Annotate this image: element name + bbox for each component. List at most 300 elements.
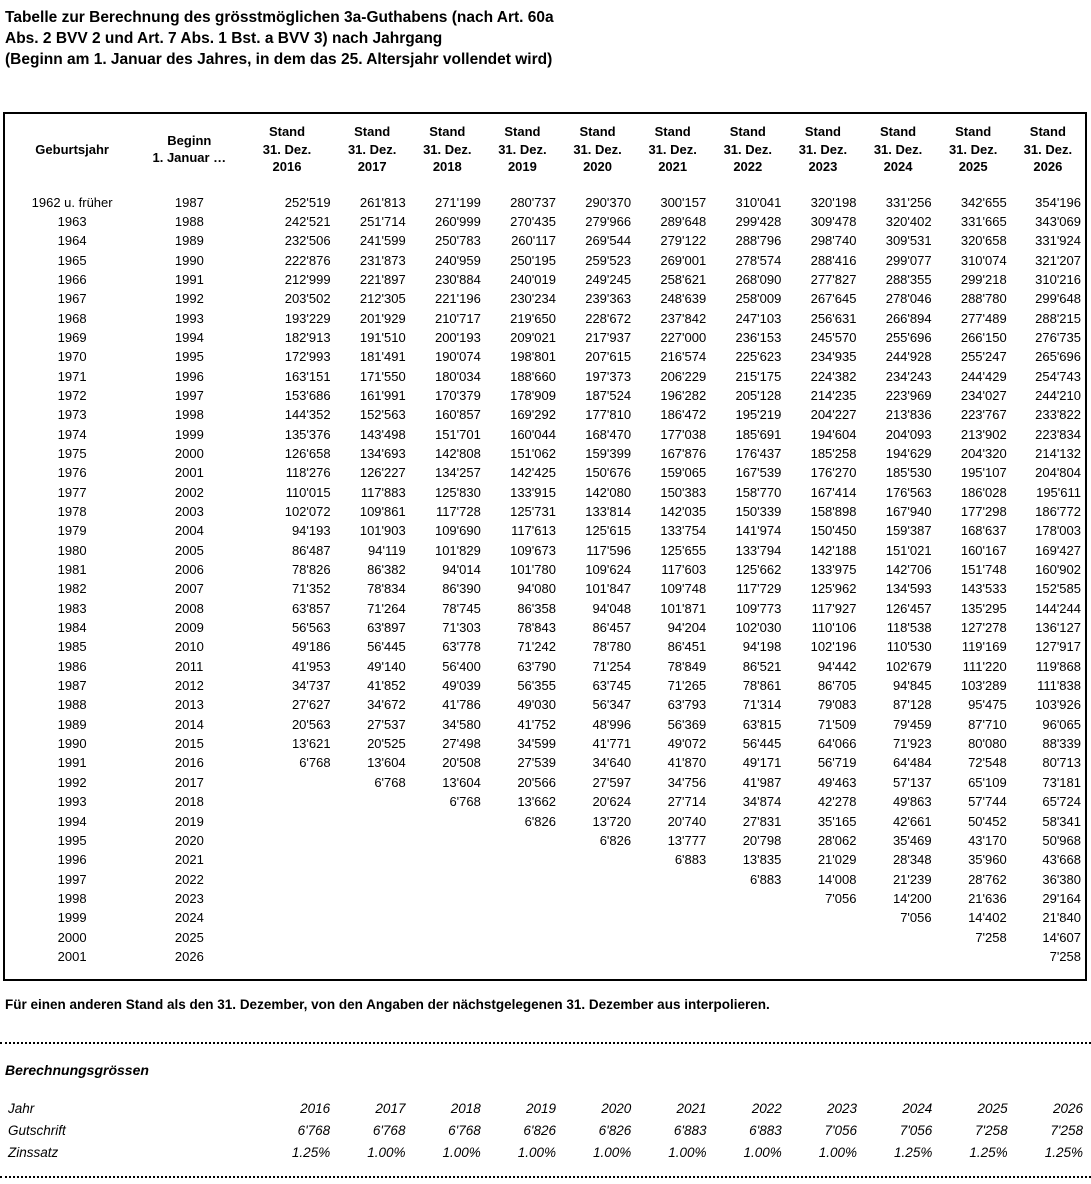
cell-stand-2020 — [560, 870, 635, 889]
cell-stand-2016: 78'826 — [291, 562, 331, 578]
table-row — [4, 870, 1086, 889]
cell-stand-2017: 251'714 — [359, 213, 406, 229]
cell-stand-2024: 21'239 — [892, 871, 932, 887]
cell-stand-2016 — [239, 870, 334, 889]
cell-stand-2019 — [485, 928, 560, 947]
cell-stand-2023: 167'414 — [810, 484, 857, 500]
cell-stand-2017: 191'510 — [359, 329, 406, 345]
cell-stand-2025: 80'080 — [968, 736, 1007, 752]
cell-stand-2022: 176'437 — [735, 445, 782, 461]
cell-geburtsjahr: 1983 — [57, 600, 87, 616]
cell-geburtsjahr: 1964 — [57, 233, 87, 249]
calc-value-2021: 1.00% — [668, 1145, 707, 1160]
cell-geburtsjahr: 1976 — [57, 465, 87, 481]
cell-stand-2018: 180'034 — [434, 368, 481, 384]
cell-stand-2019 — [485, 889, 560, 908]
cell-stand-2021 — [635, 908, 710, 927]
cell-stand-2023: 245'570 — [810, 329, 857, 345]
cell-stand-2026: 343'069 — [1035, 213, 1081, 229]
cell-beginn: 1988 — [174, 213, 204, 229]
cell-beginn: 2010 — [174, 639, 204, 655]
cell-stand-2020: 94'048 — [592, 600, 632, 616]
cell-stand-2017 — [335, 812, 410, 831]
cell-stand-2024: 28'348 — [892, 852, 932, 868]
cell-stand-2020 — [560, 908, 635, 927]
cell-stand-2017: 241'599 — [359, 233, 406, 249]
cell-stand-2018: 78'745 — [442, 600, 481, 616]
cell-stand-2018 — [410, 928, 485, 947]
table-row — [4, 502, 1086, 521]
cell-stand-2020: 228'672 — [585, 310, 632, 326]
cell-stand-2018: 117'728 — [435, 504, 481, 519]
cell-geburtsjahr: 1967 — [57, 291, 87, 307]
cell-stand-2017: 63'897 — [367, 620, 406, 636]
cell-stand-2019: 86'358 — [517, 600, 556, 616]
cell-beginn: 2018 — [174, 794, 204, 810]
calc-value-2020: 2020 — [601, 1101, 632, 1116]
cell-stand-2024: 94'845 — [892, 678, 932, 694]
cell-stand-2017: 20'525 — [367, 736, 406, 752]
cell-stand-2017: 94'119 — [368, 542, 406, 558]
calc-value-2017: 1.00% — [367, 1145, 406, 1160]
cell-stand-2025: 255'247 — [960, 349, 1007, 365]
cell-stand-2025: 186'028 — [960, 484, 1007, 500]
cell-geburtsjahr: 1963 — [57, 213, 87, 229]
cell-stand-2026: 299'648 — [1035, 291, 1081, 307]
cell-stand-2023: 158'898 — [810, 504, 857, 519]
cell-geburtsjahr: 1966 — [57, 271, 87, 287]
cell-stand-2025: 143'533 — [960, 581, 1007, 597]
calc-value-2021: 6'883 — [673, 1123, 707, 1138]
cell-stand-2019: 71'242 — [517, 639, 556, 655]
cell-stand-2024: 278'046 — [885, 291, 932, 307]
cell-stand-2019: 63'790 — [517, 658, 556, 674]
cell-stand-2024: 64'484 — [892, 755, 932, 771]
cell-stand-2021: 300'157 — [660, 194, 707, 210]
cell-stand-2024: 110'530 — [886, 639, 932, 655]
cell-stand-2020: 101'847 — [585, 581, 632, 597]
cell-stand-2026: 36'380 — [1042, 871, 1081, 887]
cell-stand-2021: 49'072 — [667, 736, 707, 752]
cell-stand-2020: 239'363 — [585, 291, 632, 307]
cell-beginn: 2003 — [174, 504, 204, 519]
calc-value-2022: 2022 — [751, 1101, 782, 1116]
cell-stand-2026: 103'926 — [1035, 697, 1081, 713]
cell-stand-2018: 6'768 — [449, 794, 481, 810]
cell-stand-2020: 259'523 — [585, 252, 632, 268]
cell-stand-2016: 102'072 — [284, 504, 331, 519]
cell-stand-2018: 221'196 — [434, 291, 481, 307]
cell-stand-2021: 279'122 — [660, 233, 707, 249]
cell-beginn: 2024 — [174, 910, 204, 926]
cell-stand-2019 — [485, 908, 560, 927]
cell-stand-2024: 331'256 — [885, 194, 932, 210]
cell-stand-2017: 221'897 — [359, 271, 406, 287]
cell-stand-2024: 35'469 — [892, 832, 932, 848]
cell-stand-2023: 194'604 — [810, 426, 857, 442]
page-title-line-3: (Beginn am 1. Januar des Jahres, in dem das 25. Altersjahr vollendet wird) — [5, 51, 553, 68]
cell-stand-2025: 320'658 — [960, 233, 1007, 249]
table-row — [4, 309, 1086, 328]
cell-stand-2020: 63'745 — [592, 678, 632, 694]
table-row — [4, 850, 1086, 869]
cell-geburtsjahr: 1965 — [57, 252, 87, 268]
cell-stand-2021: 133'754 — [660, 523, 707, 539]
cell-stand-2022 — [710, 928, 785, 947]
cell-stand-2017: 143'498 — [359, 426, 406, 442]
table-row — [4, 270, 1086, 289]
cell-stand-2020: 56'347 — [592, 697, 632, 713]
cell-beginn: 1990 — [174, 252, 204, 268]
cell-geburtsjahr: 1970 — [57, 349, 87, 365]
cell-stand-2022: 205'128 — [735, 387, 782, 403]
cell-geburtsjahr: 1969 — [57, 329, 87, 345]
cell-stand-2016: 63'857 — [291, 600, 331, 616]
cell-stand-2017: 71'264 — [367, 600, 406, 616]
cell-stand-2026: 244'210 — [1035, 387, 1081, 403]
table-row — [4, 347, 1086, 366]
cell-stand-2020: 168'470 — [585, 426, 632, 442]
cell-beginn: 1992 — [174, 291, 204, 307]
cell-stand-2022: 225'623 — [735, 349, 782, 365]
cell-stand-2026: 178'003 — [1035, 523, 1081, 539]
cell-stand-2018: 101'829 — [434, 542, 481, 558]
cell-stand-2023 — [785, 928, 860, 947]
table-header-row — [4, 113, 1086, 193]
cell-beginn: 2008 — [174, 600, 204, 616]
cell-stand-2017 — [335, 850, 410, 869]
cell-stand-2018: 240'959 — [434, 252, 481, 268]
cell-stand-2026: 111'838 — [1037, 678, 1081, 694]
cell-stand-2019: 56'355 — [517, 678, 556, 694]
cell-stand-2017: 261'813 — [359, 194, 406, 210]
cell-stand-2019: 78'843 — [517, 620, 556, 636]
calc-value-2025: 1.25% — [969, 1145, 1008, 1160]
cell-stand-2020: 78'780 — [592, 639, 632, 655]
cell-stand-2018: 41'786 — [442, 697, 481, 713]
cell-stand-2026: 7'258 — [1049, 948, 1081, 964]
cell-stand-2017: 161'991 — [359, 387, 406, 403]
table-row — [4, 212, 1086, 231]
cell-stand-2017: 13'604 — [367, 755, 406, 771]
cell-stand-2016: 49'186 — [291, 639, 331, 655]
cell-stand-2021: 101'871 — [660, 600, 707, 616]
cell-stand-2021: 34'756 — [667, 774, 707, 790]
table-row — [4, 792, 1086, 811]
cell-stand-2024: 234'243 — [885, 368, 932, 384]
cell-stand-2019 — [485, 947, 560, 980]
cell-geburtsjahr: 1974 — [57, 426, 87, 442]
cell-stand-2023: 176'270 — [810, 465, 857, 481]
cell-stand-2026: 73'181 — [1042, 774, 1081, 790]
cell-beginn: 2022 — [174, 871, 204, 887]
cell-stand-2022 — [710, 947, 785, 980]
cell-stand-2016: 212'999 — [284, 271, 331, 287]
cell-stand-2024: 134'593 — [885, 581, 932, 597]
cell-stand-2026: 276'735 — [1035, 329, 1081, 345]
cell-stand-2020: 41'771 — [592, 736, 632, 752]
cell-stand-2022: 86'521 — [742, 658, 782, 674]
cell-stand-2023: 224'382 — [810, 368, 857, 384]
cell-geburtsjahr: 1975 — [57, 445, 87, 461]
calc-value-2019: 1.00% — [517, 1145, 556, 1160]
table-row — [4, 193, 1086, 212]
cell-stand-2023: 94'442 — [817, 658, 857, 674]
cell-stand-2026: 21'840 — [1042, 910, 1081, 926]
cell-stand-2023: 35'165 — [817, 813, 857, 829]
cell-stand-2022: 215'175 — [735, 368, 782, 384]
cell-stand-2025: 331'665 — [960, 213, 1007, 229]
cell-stand-2019: 27'539 — [517, 755, 556, 771]
cell-stand-2021: 27'714 — [667, 794, 707, 810]
cell-geburtsjahr: 1973 — [57, 407, 87, 423]
cell-beginn: 2001 — [174, 465, 204, 481]
cell-stand-2022: 125'662 — [735, 562, 782, 578]
cell-stand-2026: 88'339 — [1042, 736, 1081, 752]
cell-stand-2026: 195'611 — [1036, 484, 1081, 500]
cell-stand-2018: 190'074 — [434, 349, 481, 365]
cell-stand-2018 — [410, 908, 485, 927]
cell-stand-2016: 135'376 — [284, 426, 331, 442]
cell-beginn: 1987 — [174, 194, 204, 210]
cell-beginn: 2021 — [174, 852, 204, 868]
cell-stand-2016: 163'151 — [284, 368, 331, 384]
cell-stand-2016 — [239, 831, 334, 850]
cell-stand-2018 — [410, 831, 485, 850]
cell-stand-2026: 96'065 — [1042, 716, 1081, 732]
table-row — [4, 289, 1086, 308]
cell-beginn: 2020 — [174, 832, 204, 848]
cell-beginn: 2011 — [175, 658, 204, 674]
cell-stand-2017: 78'834 — [367, 581, 406, 597]
cell-stand-2021: 289'648 — [660, 213, 707, 229]
cell-stand-2016: 13'621 — [291, 736, 331, 752]
cell-stand-2019: 94'080 — [517, 581, 556, 597]
cell-stand-2016: 20'563 — [291, 716, 331, 732]
cell-geburtsjahr: 1982 — [57, 581, 87, 597]
column-header-stand-2022: Stand 31. Dez. 2022 — [723, 124, 772, 174]
cell-stand-2019: 49'030 — [517, 697, 556, 713]
cell-geburtsjahr: 1985 — [57, 639, 87, 655]
cell-stand-2019: 34'599 — [517, 736, 556, 752]
cell-stand-2017: 171'550 — [359, 368, 406, 384]
cell-stand-2017 — [335, 870, 410, 889]
table-row — [4, 521, 1086, 540]
cell-stand-2020: 13'720 — [592, 813, 632, 829]
cell-stand-2025: 135'295 — [960, 600, 1007, 616]
cell-stand-2025: 151'748 — [960, 562, 1007, 578]
cell-stand-2025: 103'289 — [960, 678, 1007, 694]
cell-stand-2025: 204'320 — [960, 445, 1007, 461]
cell-stand-2020: 142'080 — [585, 484, 632, 500]
cell-stand-2023: 102'196 — [810, 639, 857, 655]
cell-stand-2018: 151'701 — [434, 426, 481, 442]
cell-stand-2021: 109'748 — [660, 581, 707, 597]
column-header-beginn — [139, 113, 239, 193]
cell-stand-2021: 78'849 — [667, 658, 707, 674]
cell-stand-2023: 185'258 — [810, 445, 857, 461]
cell-stand-2017: 201'929 — [359, 310, 406, 326]
table-row — [4, 618, 1086, 637]
cell-beginn: 2016 — [174, 755, 204, 771]
cell-stand-2019: 230'234 — [510, 291, 556, 307]
cell-stand-2017 — [335, 889, 410, 908]
cell-stand-2021: 177'038 — [660, 426, 707, 442]
cell-geburtsjahr: 1984 — [57, 620, 87, 636]
table-row — [4, 541, 1086, 560]
cell-stand-2016 — [239, 792, 334, 811]
table-row — [4, 831, 1086, 850]
cell-stand-2019: 198'801 — [510, 349, 556, 365]
cell-beginn: 1997 — [174, 387, 204, 403]
cell-beginn: 2002 — [174, 484, 204, 500]
cell-stand-2026: 354'196 — [1035, 194, 1081, 210]
cell-stand-2017: 49'140 — [367, 658, 406, 674]
table-row — [4, 560, 1086, 579]
cell-stand-2024: 266'894 — [885, 310, 932, 326]
cell-stand-2024: 185'530 — [885, 465, 932, 481]
cell-stand-2023: 320'198 — [810, 194, 857, 210]
cell-stand-2021: 41'870 — [667, 755, 707, 771]
cell-stand-2026: 331'924 — [1035, 233, 1081, 249]
cell-stand-2018 — [410, 850, 485, 869]
cell-stand-2025: 342'655 — [960, 194, 1007, 210]
cell-stand-2023 — [785, 947, 860, 980]
cell-stand-2022: 41'987 — [742, 774, 782, 790]
cell-stand-2022: 299'428 — [735, 213, 782, 229]
cell-stand-2025: 14'402 — [968, 910, 1007, 926]
calc-value-2020: 6'826 — [598, 1123, 632, 1138]
cell-stand-2017: 56'445 — [367, 639, 406, 655]
cell-stand-2023: 204'227 — [810, 407, 857, 423]
cell-stand-2023: 7'056 — [825, 890, 857, 906]
cell-stand-2021: 248'639 — [660, 291, 707, 307]
cell-stand-2026: 50'968 — [1042, 832, 1081, 848]
interpolation-note: Für einen anderen Stand als den 31. Dezember, von den Angaben der nächstgelegenen 31. Dezember aus interpolieren. — [5, 997, 770, 1012]
calc-row-jahr — [3, 1098, 1087, 1120]
cell-stand-2018: 250'783 — [434, 233, 481, 249]
cell-stand-2023: 267'645 — [810, 291, 857, 307]
cell-stand-2020: 187'524 — [585, 387, 632, 403]
calc-value-2016: 2016 — [300, 1101, 331, 1116]
cell-beginn: 2012 — [174, 678, 204, 694]
cell-stand-2025: 213'902 — [960, 426, 1007, 442]
cell-stand-2022: 56'445 — [742, 736, 782, 752]
calc-value-2025: 7'258 — [974, 1123, 1008, 1138]
cell-stand-2016: 126'658 — [284, 445, 331, 461]
cell-stand-2021 — [635, 928, 710, 947]
cell-stand-2023: 309'478 — [810, 213, 857, 229]
table-row — [4, 753, 1086, 772]
cell-stand-2020: 71'254 — [592, 658, 632, 674]
cell-stand-2019: 219'650 — [510, 310, 556, 326]
cell-stand-2016: 193'229 — [284, 310, 331, 326]
cell-stand-2017: 27'537 — [367, 716, 406, 732]
cell-stand-2024: 244'928 — [885, 349, 932, 365]
beginn-label-line-2: 1. Januar … — [152, 150, 227, 166]
cell-stand-2024: 320'402 — [885, 213, 932, 229]
cell-stand-2022: 20'798 — [742, 832, 782, 848]
calc-value-2019: 6'826 — [523, 1123, 556, 1138]
cell-stand-2016 — [239, 889, 334, 908]
cell-stand-2020: 269'544 — [585, 233, 632, 249]
cell-stand-2016 — [239, 908, 334, 927]
cell-stand-2018: 230'884 — [434, 271, 481, 287]
cell-stand-2018: 20'508 — [442, 755, 481, 771]
cell-stand-2019: 101'780 — [510, 562, 556, 578]
cell-stand-2019: 209'021 — [510, 329, 556, 345]
cell-stand-2023: 142'188 — [810, 542, 857, 558]
cell-stand-2022 — [710, 908, 785, 927]
column-header-stand-2016: Stand 31. Dez. 2016 — [262, 124, 312, 174]
cell-beginn: 2017 — [174, 774, 204, 790]
cell-stand-2023: 79'083 — [817, 697, 857, 713]
cell-stand-2023: 214'235 — [810, 387, 857, 403]
cell-stand-2016: 94'193 — [291, 523, 331, 539]
cell-stand-2017: 134'693 — [359, 445, 406, 461]
cell-stand-2019: 133'915 — [510, 484, 556, 500]
cell-stand-2020: 217'937 — [585, 329, 632, 345]
calc-value-2026: 1.25% — [1044, 1145, 1083, 1160]
cell-stand-2019: 188'660 — [510, 368, 556, 384]
cell-stand-2025: 160'167 — [960, 542, 1007, 558]
cell-stand-2026: 186'772 — [1035, 504, 1081, 519]
cell-stand-2020: 279'966 — [585, 213, 632, 229]
calc-value-2016: 1.25% — [291, 1145, 331, 1160]
table-row — [4, 637, 1086, 656]
cell-geburtsjahr: 1981 — [57, 562, 87, 578]
cell-stand-2021 — [635, 889, 710, 908]
cell-stand-2019 — [485, 831, 560, 850]
cell-stand-2025: 310'074 — [960, 252, 1007, 268]
dotted-divider-bottom — [0, 1176, 1091, 1178]
cell-stand-2022: 278'574 — [735, 252, 782, 268]
cell-stand-2017: 212'305 — [359, 291, 406, 307]
cell-stand-2021: 86'451 — [667, 639, 707, 655]
cell-stand-2018: 34'580 — [442, 716, 481, 732]
cell-stand-2017 — [335, 928, 410, 947]
cell-stand-2020 — [560, 850, 635, 869]
table-row — [4, 405, 1086, 424]
cell-stand-2018: 160'857 — [434, 407, 481, 423]
table-row — [4, 908, 1086, 927]
cell-stand-2025: 223'767 — [960, 407, 1007, 423]
cell-stand-2020: 48'996 — [592, 716, 632, 732]
cell-stand-2023: 117'927 — [811, 600, 857, 616]
cell-stand-2021: 56'369 — [667, 716, 707, 732]
cell-stand-2026: 119'868 — [1036, 658, 1081, 674]
cell-stand-2021: 206'229 — [660, 368, 707, 384]
cell-stand-2016: 232'506 — [284, 233, 331, 249]
cell-stand-2023: 71'509 — [817, 716, 857, 732]
cell-stand-2022: 78'861 — [742, 678, 782, 694]
cell-stand-2023: 64'066 — [817, 736, 857, 752]
calc-value-2025: 2025 — [977, 1101, 1008, 1116]
cell-stand-2025: 87'710 — [968, 716, 1007, 732]
cell-stand-2020: 117'596 — [586, 542, 632, 558]
column-header-stand-2017: Stand 31. Dez. 2017 — [347, 124, 397, 174]
cell-stand-2025: 57'744 — [968, 794, 1007, 810]
cell-geburtsjahr: 2001 — [57, 948, 87, 964]
cell-beginn: 2000 — [174, 445, 204, 461]
cell-stand-2021: 63'793 — [667, 697, 707, 713]
cell-geburtsjahr: 1971 — [57, 368, 87, 384]
page-title — [5, 7, 554, 70]
cell-stand-2023: 21'029 — [817, 852, 857, 868]
cell-geburtsjahr: 1992 — [57, 774, 87, 790]
cell-stand-2021: 125'655 — [660, 542, 707, 558]
table-row — [4, 579, 1086, 598]
